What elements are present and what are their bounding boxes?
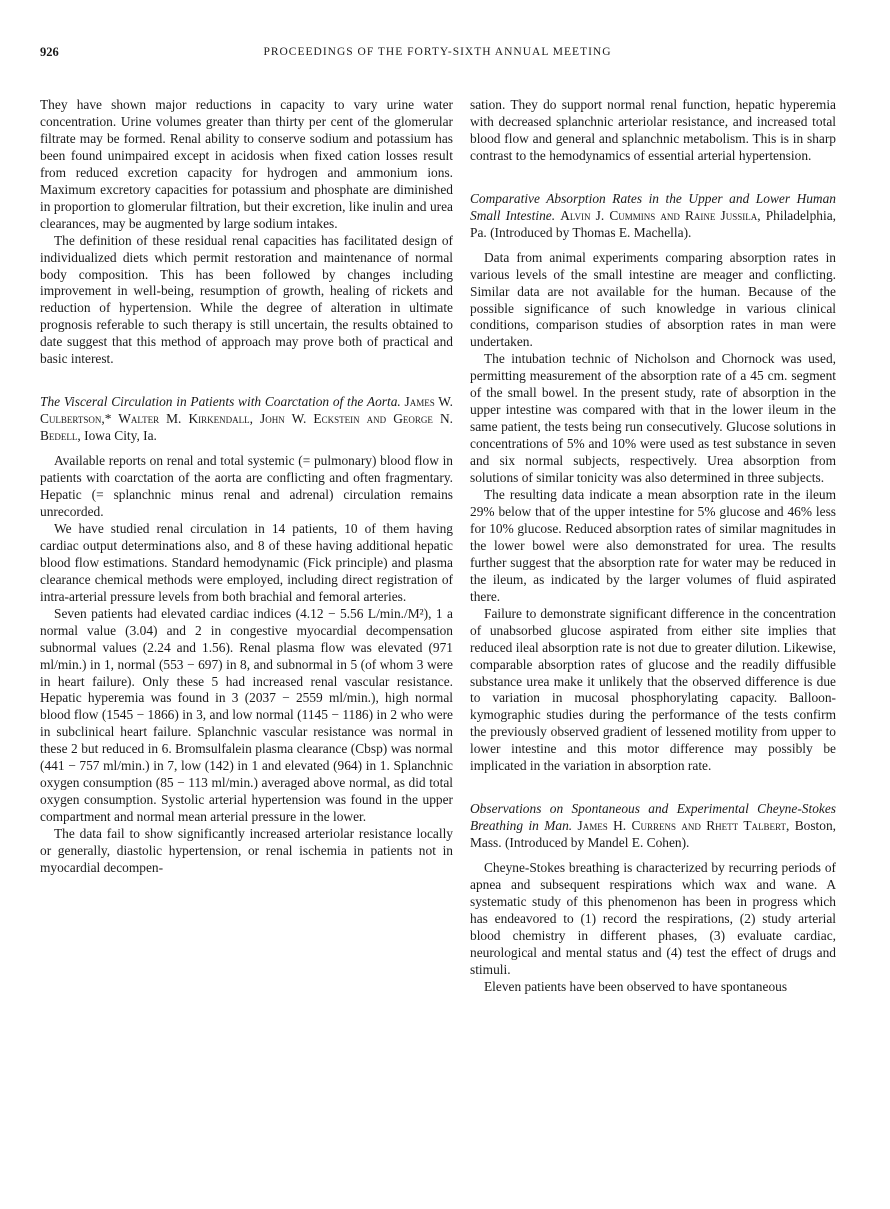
paragraph: The definition of these residual renal capacities has facilitated design of individualized diets which permit restoration and maintenance of normal body composition. This has been followed by changes including improvement in well-being, resumption of growth, healing of rickets and reduction of hypertension. While the degree of alteration in ultimate prognosis referable to such therapy is still uncertain, the results obtained to date suggest that this method of approach may prove both of practical and basic interest.: [40, 232, 453, 367]
paragraph: Failure to demonstrate significant difference in the concentration of unabsorbed glucose aspirated from either site implies that reduced ileal absorption rate is not due to greater dilution. Likewise, comparable absorption rates of glucose and the readily diffusible substance urea make it unlikely that the observed difference is due to variation in mucosal phosphorylating capacity. Balloon-kymographic studies during the performance of the tests confirm the previously observed gradient of lessened motility from upper to lower intestine and this motor difference may possibly be implicated in the variation in absorption rate.: [470, 605, 836, 774]
article-place: Iowa City, Ia.: [84, 428, 157, 444]
paragraph: The resulting data indicate a mean absorption rate in the ileum 29% below that of the upper intestine for 5% glucose and 46% less for 10% glucose. Reduced absorption rates of similar magnitudes in the lower bowel were also demonstrated for urea. The results further suggest that the absorption rate for water may be reduced in the ileum, as indicated by the larger volumes of fluid aspirated there.: [470, 487, 836, 604]
paragraph: Available reports on renal and total systemic (= pulmonary) blood flow in patients with coarctation of the aorta are conflicting and often fragmentary. Hepatic (= splanchnic minus renal and adrenal) circulation remains unrecorded.: [40, 453, 453, 519]
paragraph: Cheyne-Stokes breathing is characterized by recurring periods of apnea and subsequent respirations which wax and wane. A systematic study of this phenomenon has been in progress which has endeavored to (1) record the respirations, (2) study arterial blood chemistry in different phases, (3) evaluate cardiac, neurological and mental status and (4) test the effect of drugs and stimuli.: [470, 860, 836, 977]
article-place: Boston, Mass. (Introduced by Mandel E. Cohen).: [470, 818, 836, 851]
article-authors: Alvin J. Cummins and Raine Jussila,: [560, 207, 761, 223]
paragraph: Data from animal experiments comparing absorption rates in various levels of the small intestine are meager and conflicting. Similar data are not available for the human. Because of the possible significance of such knowledge in various clinical conditions, comparison studies of absorption rates in man were undertaken.: [470, 249, 836, 350]
article-title-block: [470, 191, 836, 242]
article-title: Comparative Absorption Rates in the Upper and Lower Human Small Intestine.: [470, 190, 836, 223]
paragraph: They have shown major reductions in capacity to vary urine water concentration. Urine volumes greater than thirty per cent of the glomerular filtrate may be formed. Renal ability to conserve sodium and potassium has been found unimpaired except in acidosis when fixed cation losses result from reduced excretion capacity for hydrogen and ammonium ions. Maximum excretory capacities for potassium and phosphate are diminished in proportion to glomerular filtration, but their excretion, like inulin and urea clearances, may be augmented by large sodium intakes.: [40, 97, 453, 231]
article-authors: James W. Culbertson,* Walter M. Kirkendall, John W. Eckstein and George N. Bedell,: [40, 394, 454, 444]
article-title: The Visceral Circulation in Patients with Coarctation of the Aorta.: [40, 394, 401, 410]
paragraph: The intubation technic of Nicholson and Chornock was used, permitting measurement of the absorption rate of a 45 cm. segment of the small bowel. In the present study, rate of absorption in the upper intestine was compared with that in the lower ileum in the same patient, the tests being run consecutively. Glucose solutions in concentrations of 5% and 10% were used as test substance in seven and six normal subjects, respectively. Urea absorption from solutions of similar tonicity was also determined in three subjects.: [470, 351, 836, 486]
right-column: [470, 97, 836, 996]
paragraph: sation. They do support normal renal function, hepatic hyperemia with decreased splanchnic arteriolar resistance, and increased total blood flow and general and splanchnic metabolism. This is in sharp contrast to the hemodynamics of essential arterial hypertension.: [470, 97, 836, 163]
left-column: [40, 97, 453, 877]
paragraph: We have studied renal circulation in 14 patients, 10 of them having cardiac output determinations also, and 8 of these having additional hepatic blood flow estimations. Standard hemodynamic (Fick principle) and plasma clearance chemical methods were employed, including direct registration of intra-arterial pressure levels from both brachial and femoral arteries.: [40, 520, 453, 604]
article-authors: James H. Currens and Rhett Talbert,: [577, 818, 790, 834]
running-head: PROCEEDINGS OF THE FORTY-SIXTH ANNUAL MEETING: [263, 46, 612, 58]
paragraph: The data fail to show significantly increased arteriolar resistance locally or generally, diastolic hypertension, or renal ischemia in patients not in myocardial decompen-: [40, 826, 453, 875]
page-number: 926: [40, 45, 59, 59]
article-title: Observations on Spontaneous and Experimental Cheyne-Stokes Breathing in Man.: [470, 801, 836, 834]
article-title-block: [470, 801, 836, 852]
paragraph: Eleven patients have been observed to have spontaneous: [484, 978, 788, 994]
article-place: Philadelphia, Pa. (Introduced by Thomas E. Machella).: [470, 207, 837, 240]
paragraph: Seven patients had elevated cardiac indices (4.12 − 5.56 L/min./M²), 1 a normal value (3.04) and 2 in congestive myocardial decompensation subnormal values (2.24 and 1.56). Renal plasma flow was elevated (971 ml/min.) in 1, normal (553 − 697) in 8, and subnormal in 5 (of whom 3 were in heart failure). Only these 5 had increased renal vascular resistance. Hepatic hyperemia was found in 3 (2037 − 2559 ml/min.), high normal blood flow (1545 − 1866) in 3, and low normal (1145 − 1186) in 2 who were in subclinical heart failure. Splanchnic vascular resistance was normal in these 2 but reduced in 6. Bromsulfalein plasma clearance (Cbsp) was normal (441 − 757 ml/min.) in 7, low (142) in 1 and elevated (964) in 1. Splanchnic oxygen consumption (85 − 113 ml/min.) averaged above normal, as did total oxygen consumption. Systolic arterial hypertension was found in the upper compartment and normal mean arterial pressure in the lower.: [40, 605, 453, 825]
page-header: [40, 45, 835, 63]
article-title-block: [40, 394, 453, 445]
